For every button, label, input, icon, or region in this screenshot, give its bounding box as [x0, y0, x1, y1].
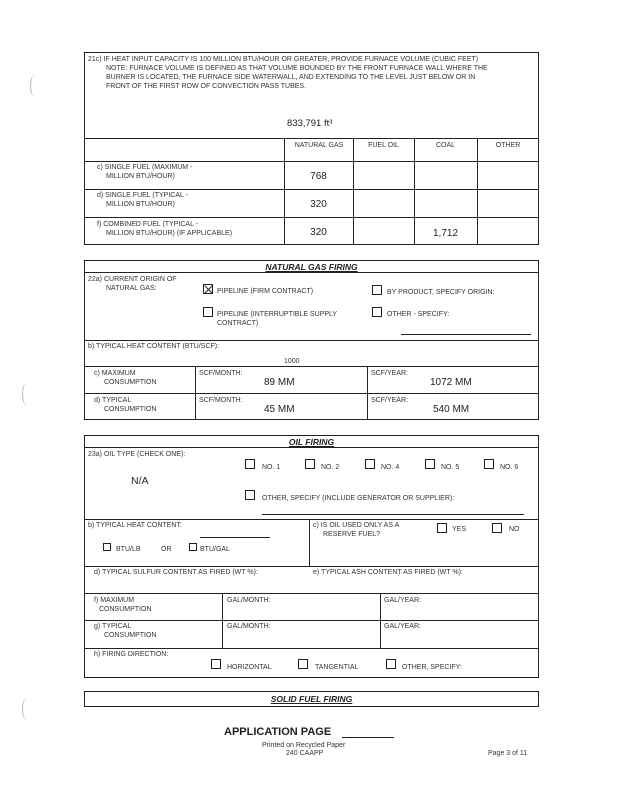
- btu-lb-label: BTU/LB: [116, 546, 141, 553]
- q21c-line-4: FRONT OF THE FIRST ROW OF CONVECTION PASS TUBES.: [106, 83, 307, 90]
- tangential-checkbox[interactable]: [298, 659, 308, 669]
- gas-max-label-1: c) MAXIMUM: [94, 370, 136, 377]
- gas-heat-content-value[interactable]: 1000: [284, 358, 300, 365]
- gas-typ-label-2: CONSUMPTION: [104, 406, 157, 413]
- footer-page-number: Page 3 of 11: [488, 750, 528, 757]
- solid-fuel-header: SOLID FUEL FIRING: [270, 694, 353, 704]
- fuel-table-row-line: [84, 161, 539, 162]
- horizontal-label: HORIZONTAL: [227, 664, 272, 671]
- single-typ-gas-value[interactable]: 320: [310, 199, 327, 210]
- firing-direction-label: h) FIRING DIRECTION:: [94, 651, 169, 658]
- oil-other-label: OTHER, SPECIFY (INCLUDE GENERATOR OR SUPPLIER):: [262, 495, 455, 502]
- reserve-no-label: NO: [509, 526, 520, 533]
- pipeline-interruptible-label-2: CONTRACT): [217, 320, 259, 327]
- oil-row-line: [84, 566, 539, 567]
- fuel-table-col-line: [477, 138, 478, 245]
- binder-mark: [22, 383, 31, 405]
- byproduct-checkbox[interactable]: [372, 285, 382, 295]
- tangential-label: TANGENTIAL: [315, 664, 359, 671]
- oil-typ-label-2: CONSUMPTION: [104, 632, 157, 639]
- oil-ash-label: e) TYPICAL ASH CONTENT AS FIRED (WT %):: [313, 569, 463, 576]
- gas-header-line: [84, 272, 539, 273]
- reserve-yes-label: YES: [452, 526, 467, 533]
- row-single-max-label-1: c) SINGLE FUEL (MAXIMUM -: [97, 164, 193, 171]
- col-other: OTHER: [495, 142, 521, 149]
- btu-lb-checkbox[interactable]: [103, 543, 111, 551]
- gas-row-line: [84, 366, 539, 367]
- row-single-max-label-2: MILLION BTU/HOUR): [106, 173, 175, 180]
- oil-no2-label: NO. 2: [321, 464, 340, 471]
- row-single-typ-label-1: d) SINGLE FUEL (TYPICAL -: [97, 192, 188, 199]
- fuel-table-row-line: [84, 189, 539, 190]
- gas-max-month-value[interactable]: 89 MM: [264, 377, 295, 388]
- col-natural-gas: NATURAL GAS: [294, 142, 344, 149]
- gas-row-line: [84, 393, 539, 394]
- oil-heat-content-line[interactable]: [200, 537, 270, 538]
- oil-no1-checkbox[interactable]: [245, 459, 255, 469]
- oil-firing-section: [84, 435, 539, 678]
- q23a-label: 23a) OIL TYPE (CHECK ONE):: [88, 451, 186, 458]
- pipeline-interruptible-checkbox[interactable]: [203, 307, 213, 317]
- gas-max-year-value[interactable]: 1072 MM: [430, 377, 472, 388]
- q21c-line-2: NOTE: FURNACE VOLUME IS DEFINED AS THAT VOLUME BOUNDED BY THE FRONT FURNACE WALL WHERE THE: [106, 65, 488, 72]
- oil-max-month-label: GAL/MONTH:: [227, 597, 271, 604]
- oil-firing-header: OIL FIRING: [288, 437, 335, 447]
- fuel-table-top-line: [84, 138, 539, 139]
- oil-typ-year-label: GAL/YEAR:: [384, 623, 421, 630]
- row-combined-label-2: MILLION BTU/HOUR) (IF APPLICABLE): [106, 230, 233, 237]
- gas-max-label-2: CONSUMPTION: [104, 379, 157, 386]
- pipeline-firm-checkbox[interactable]: [203, 284, 213, 294]
- pipeline-firm-label: PIPELINE (FIRM CONTRACT): [217, 288, 314, 295]
- gas-typ-year-label: SCF/YEAR:: [371, 397, 408, 404]
- oil-header-line: [84, 447, 539, 448]
- gas-typ-month-value[interactable]: 45 MM: [264, 404, 295, 415]
- single-max-gas-value[interactable]: 768: [310, 171, 327, 182]
- gas-row-line: [84, 340, 539, 341]
- oil-col-line: [309, 519, 310, 566]
- combined-gas-value[interactable]: 320: [310, 227, 327, 238]
- oil-typ-label-1: g) TYPICAL: [94, 623, 132, 630]
- q22a-label-1: 22a) CURRENT ORIGIN OF: [88, 276, 177, 283]
- col-coal: COAL: [435, 142, 456, 149]
- oil-other-specify-line[interactable]: [262, 514, 524, 515]
- oil-max-label-1: f) MAXIMUM: [94, 597, 135, 604]
- footer-title: APPLICATION PAGE: [224, 726, 332, 738]
- oil-no5-label: NO. 5: [441, 464, 460, 471]
- gas-max-month-label: SCF/MONTH:: [199, 370, 243, 377]
- fuel-table-col-line: [353, 138, 354, 245]
- oil-max-year-label: GAL/YEAR:: [384, 597, 421, 604]
- row-single-typ-label-2: MILLION BTU/HOUR): [106, 201, 175, 208]
- direction-other-label: OTHER, SPECIFY:: [402, 664, 462, 671]
- pipeline-interruptible-label-1: PIPELINE (INTERRUPTIBLE SUPPLY: [217, 311, 338, 318]
- binder-mark: [30, 75, 39, 97]
- gas-typ-year-value[interactable]: 540 MM: [433, 404, 470, 415]
- oil-row-line: [84, 620, 539, 621]
- combined-coal-value[interactable]: 1,712: [432, 228, 459, 239]
- byproduct-label: BY PRODUCT, SPECIFY ORIGIN:: [387, 289, 495, 296]
- or-label: OR: [161, 546, 172, 553]
- oil-no4-label: NO. 4: [381, 464, 400, 471]
- q22a-label-2: NATURAL GAS:: [106, 285, 157, 292]
- furnace-volume-value[interactable]: 833,791 ft³: [287, 118, 333, 129]
- oil-type-na[interactable]: N/A: [131, 475, 149, 487]
- gas-typ-label-1: d) TYPICAL: [94, 397, 132, 404]
- oil-sulfur-label: d) TYPICAL SULFUR CONTENT AS FIRED (WT %):: [94, 569, 258, 576]
- oil-reserve-label-1: c) IS OIL USED ONLY AS A: [313, 522, 400, 529]
- reserve-yes-checkbox[interactable]: [437, 523, 447, 533]
- footer-form-id: 240 CAAPP: [286, 750, 324, 757]
- fuel-table-row-line: [84, 217, 539, 218]
- oil-row-line: [84, 593, 539, 594]
- oil-no6-checkbox[interactable]: [484, 459, 494, 469]
- reserve-no-checkbox[interactable]: [492, 523, 502, 533]
- binder-mark: [22, 698, 31, 720]
- oil-other-checkbox[interactable]: [245, 490, 255, 500]
- gas-other-checkbox[interactable]: [372, 307, 382, 317]
- q21c-line-1: 21c) IF HEAT INPUT CAPACITY IS 100 MILLION BTU/HOUR OR GREATER, PROVIDE FURNACE VOLUME (CUBIC FEET): [88, 56, 479, 63]
- footer-title-line: [342, 737, 394, 738]
- footer-recycled: Printed on Recycled Paper: [262, 742, 346, 749]
- oil-row-line: [84, 519, 539, 520]
- oil-reserve-label-2: RESERVE FUEL?: [323, 531, 381, 538]
- oil-no2-checkbox[interactable]: [305, 459, 315, 469]
- gas-other-label: OTHER - SPECIFY:: [387, 311, 450, 318]
- q21c-line-3: BURNER IS LOCATED, THE FURNACE SIDE WATERWALL, AND EXTENDING TO THE LEVEL JUST BELOW OR IN: [106, 74, 476, 81]
- direction-other-checkbox[interactable]: [386, 659, 396, 669]
- oil-no4-checkbox[interactable]: [365, 459, 375, 469]
- row-combined-label-1: f) COMBINED FUEL (TYPICAL -: [97, 221, 198, 228]
- oil-row-line: [84, 648, 539, 649]
- gas-typ-month-label: SCF/MONTH:: [199, 397, 243, 404]
- btu-gal-label: BTU/GAL: [200, 546, 230, 553]
- gas-max-year-label: SCF/YEAR:: [371, 370, 408, 377]
- btu-gal-checkbox[interactable]: [189, 543, 197, 551]
- oil-no6-label: NO. 6: [500, 464, 519, 471]
- oil-typ-month-label: GAL/MONTH:: [227, 623, 271, 630]
- oil-no5-checkbox[interactable]: [425, 459, 435, 469]
- oil-no1-label: NO. 1: [262, 464, 281, 471]
- gas-other-specify-line[interactable]: [401, 334, 531, 335]
- oil-heat-content-label: b) TYPICAL HEAT CONTENT:: [88, 522, 182, 529]
- oil-max-label-2: CONSUMPTION: [99, 606, 152, 613]
- horizontal-checkbox[interactable]: [211, 659, 221, 669]
- col-fuel-oil: FUEL OIL: [368, 142, 399, 149]
- gas-heat-content-label: b) TYPICAL HEAT CONTENT (BTU/SCF):: [88, 343, 220, 350]
- natural-gas-header: NATURAL GAS FIRING: [265, 262, 358, 272]
